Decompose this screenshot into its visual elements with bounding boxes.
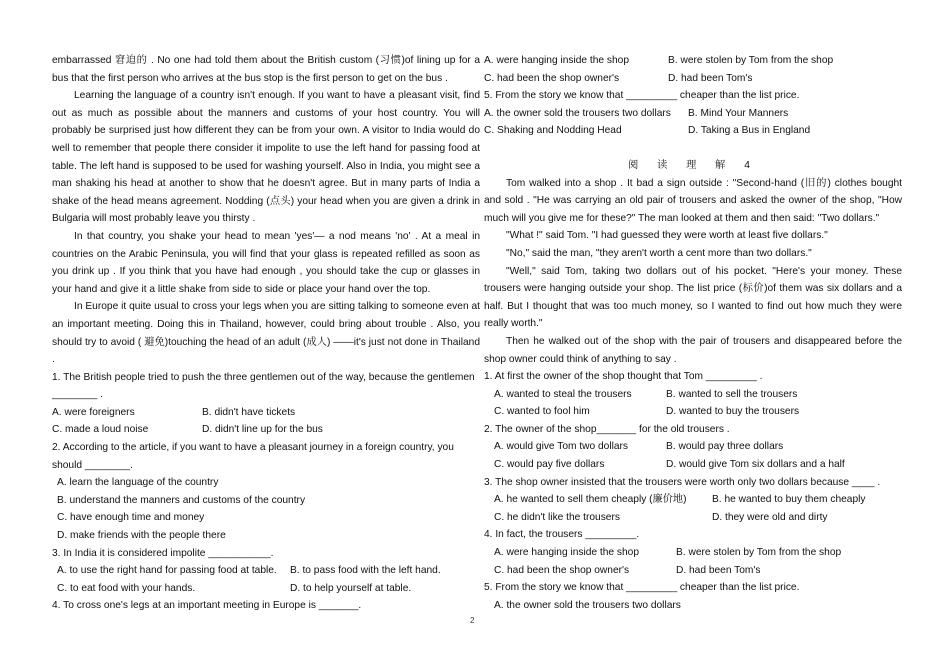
option: C. to eat food with your hands.	[57, 582, 196, 594]
option: B. understand the manners and customs of the country	[57, 494, 306, 506]
option: C. Shaking and Nodding Head	[484, 125, 622, 137]
option: B. wanted to sell the trousers	[666, 388, 798, 400]
option: A. were foreigners	[52, 406, 135, 418]
question: 5. From the story we know that _________ cheaper than the list price.	[484, 90, 800, 102]
option: A. he wanted to sell them cheaply (廉价地)	[494, 494, 687, 506]
question: 2. The owner of the shop_______ for the old trousers .	[484, 423, 730, 435]
option: A. learn the language of the country	[57, 477, 219, 489]
question: 1. At first the owner of the shop thought that Tom _________ .	[484, 371, 763, 383]
question: 2. According to the article, if you want to have a pleasant journey in a foreign country, you should ________.	[52, 442, 454, 471]
option-row	[484, 456, 902, 474]
option: B. were stolen by Tom from the shop	[668, 55, 834, 66]
option: D. they were old and dirty	[712, 511, 828, 523]
option: B. Mind Your Manners	[688, 107, 789, 119]
option: C. wanted to fool him	[494, 406, 590, 418]
option: D. didn't line up for the bus	[202, 424, 323, 436]
option: C. would pay five dollars	[494, 459, 605, 471]
option-row	[52, 562, 480, 580]
question: 1. The British people tried to push the three gentlemen out of the way, because the gentlemen ________ .	[52, 371, 475, 401]
question: 4. In fact, the trousers _________.	[484, 529, 640, 541]
option: B. didn't have tickets	[202, 406, 296, 418]
passage-paragraph: Tom walked into a shop . It bad a sign outside : "Second-hand (旧的) clothes bought and sold . "He was carrying an old pair of trousers and asked the owner of the shop, "How much will you give me for these?" The man looked at them and then said: "Two dollars."	[484, 177, 902, 224]
passage-paragraph: "Well," said Tom, taking two dollars out of his pocket. "Here's your money. These trousers were hanging outside your shop. The list price (标价)of them was six dollars and a half. But I thought that was too much money, so I wanted to find out how much they were really worth."	[484, 265, 902, 330]
section-title: 阅 读 理 解 4	[628, 159, 758, 171]
option-row	[484, 70, 902, 88]
page-number: 2	[470, 616, 475, 625]
option: C. have enough time and money	[57, 512, 205, 524]
option: A. the owner sold the trousers two dollars	[494, 599, 681, 611]
left-column	[52, 52, 480, 615]
option-row	[484, 438, 902, 456]
option: B. he wanted to buy them cheaply	[712, 494, 866, 506]
option: B. to pass food with the left hand.	[290, 565, 441, 577]
option: B. were stolen by Tom from the shop	[676, 547, 842, 559]
option-row	[484, 544, 902, 562]
option-row	[52, 580, 480, 598]
option-row	[484, 105, 902, 123]
option: C. had been the shop owner's	[484, 72, 620, 84]
option: C. he didn't like the trousers	[494, 511, 620, 523]
option: A. wanted to steal the trousers	[494, 388, 632, 400]
passage-paragraph: embarrassed 窘迫的 . No one had told them about the British custom (习惯)of lining up for a bus that the first person who arrives at the bus stop is the first person to get on the bus .	[52, 55, 480, 84]
passage-paragraph: Then he walked out of the shop with the pair of trousers and disappeared before the shop owner could think of anything to say .	[484, 335, 902, 365]
passage-paragraph: Learning the language of a country isn't enough. If you want to have a pleasant visit, find out as much as possible about the manners and customs of your host country. You will probably be surprised just how different they can be from your own. A visitor to India would do well to remember that people there consider it impolite to use the left hand for passing food at table. The left hand is supposed to be used for washing yourself. Also in India, you might see a man shaking his head at another to show that he doesn't agree. But in many parts of India a shake of the head means agreement. Nodding (点头) your head when you are given a drink in Bulgaria will most probably leave you thirsty .	[52, 90, 480, 225]
option-row	[484, 403, 902, 421]
option: A. were hanging inside the shop	[494, 547, 639, 559]
option-row	[484, 491, 902, 509]
right-column	[484, 52, 902, 614]
option-row	[52, 421, 480, 439]
option: D. make friends with the people there	[57, 530, 226, 542]
option: A. would give Tom two dollars	[494, 441, 629, 453]
option-row	[484, 122, 902, 140]
option: D. Taking a Bus in England	[688, 125, 811, 137]
option-row	[484, 562, 902, 580]
question: 4. To cross one's legs at an important meeting in Europe is _______.	[52, 600, 362, 612]
question: 5. From the story we know that _________ cheaper than the list price.	[484, 582, 800, 594]
passage-paragraph: "What !" said Tom. "I had guessed they were worth at least five dollars."	[506, 230, 828, 242]
option: D. had been Tom's	[676, 564, 761, 576]
option: A. the owner sold the trousers two dollars	[484, 107, 671, 119]
option: D. to help yourself at table.	[290, 582, 412, 594]
option-row	[52, 404, 480, 422]
option: D. would give Tom six dollars and a half	[666, 459, 845, 471]
passage-paragraph: "No," said the man, "they aren't worth a cent more than two dollars."	[506, 247, 812, 259]
passage-paragraph: In that country, you shake your head to mean 'yes'— a nod means 'no' . At a meal in countries on the Arabic Peninsula, you will find that your glass is repeated refilled as soon as you drink up . If you think that you have had enough , you should take the cup or glasses in your hand and give it a little shake from side to side or place your hand over the top.	[52, 230, 480, 295]
option: A. to use the right hand for passing food at table.	[57, 565, 277, 577]
option-row	[484, 509, 902, 527]
option: B. would pay three dollars	[666, 441, 784, 453]
question: 3. In India it is considered impolite ___________.	[52, 547, 274, 559]
option: A. were hanging inside the shop	[484, 55, 629, 66]
option-row	[484, 386, 902, 404]
option: C. made a loud noise	[52, 424, 149, 436]
question: 3. The shop owner insisted that the trousers were worth only two dollars because ____ .	[484, 476, 881, 488]
option: C. had been the shop owner's	[494, 564, 630, 576]
passage-paragraph: In Europe it quite usual to cross your legs when you are sitting talking to someone even at an important meeting. Doing this in Thailand, however, could bring about trouble . Also, you should try to avoid ( 避免)touching the head of an adult (成人) ——it's just not done in Thailand .	[52, 301, 480, 366]
option-row	[484, 52, 902, 70]
option: D. had been Tom's	[668, 72, 753, 84]
option: D. wanted to buy the trousers	[666, 406, 800, 418]
